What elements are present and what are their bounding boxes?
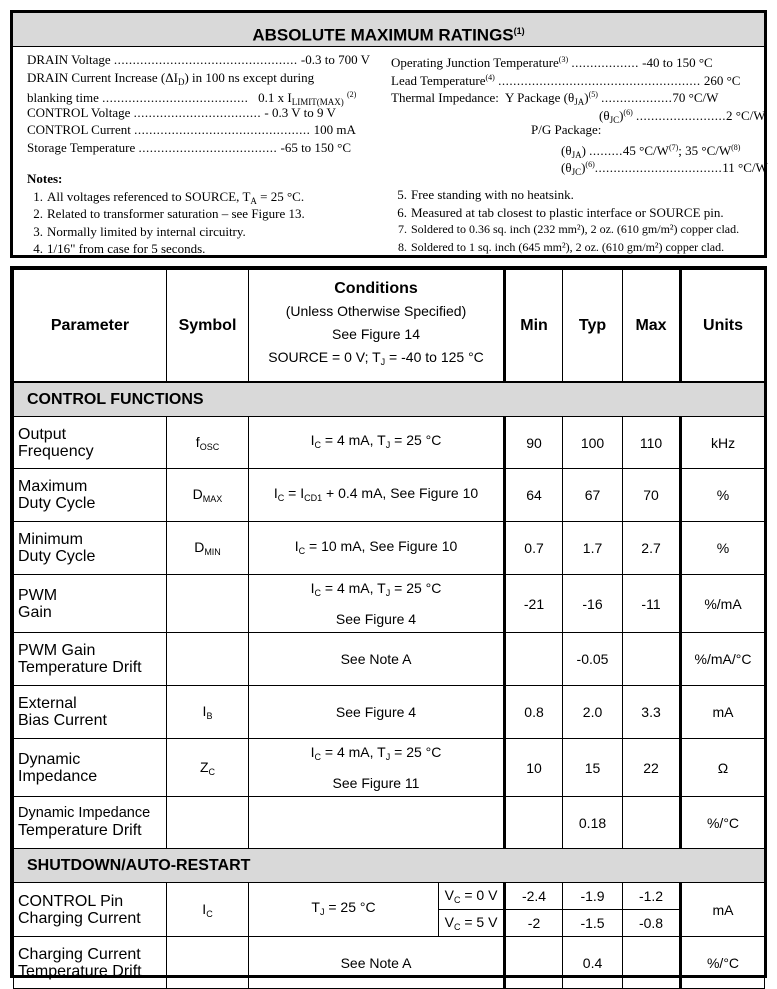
- amr-lead-temp: Lead Temperature$^{(4)}$ ...................................................... 260 °C: [391, 72, 741, 88]
- amr-title: ABSOLUTE MAXIMUM RATINGS$^{(1)}$: [13, 13, 764, 47]
- note-5: 5. Free standing with no heatsink.: [397, 187, 574, 202]
- table-row: Maximum Duty Cycle $D_{MAX}$ $I_C = I_{CD1} + 0.4$ mA, See Figure 10 64 67 70 %: [14, 469, 765, 522]
- table-row: Output Frequency $f_{OSC}$ $I_C = 4$ mA, $T_J = 25$ °C 90 100 110 kHz: [14, 417, 765, 469]
- amr-operating-junction-temp: Operating Junction Temperature$^{(3)}$ .................. -40 to 150 °C: [391, 55, 713, 70]
- amr-blanking-time: blanking time ....................................... 0.1 x $I_{LIMIT(MAX)}$ $^{(2)}$: [27, 90, 357, 107]
- amr-control-voltage: CONTROL Voltage .................................. - 0.3 V to 9 V: [27, 104, 336, 120]
- table-row: PWM Gain Temperature Drift See Note A -0.05 %/mA/°C: [14, 633, 765, 686]
- header-max: Max: [623, 270, 681, 383]
- amr-thermal-impedance-y-jc: $(\theta_{JC})^{(6)}$ ........................2 °C/W: [599, 107, 766, 125]
- electrical-characteristics-table: [10, 266, 767, 978]
- amr-notes-left: [27, 170, 387, 258]
- note-2: 2. Related to transformer saturation – see Figure 13.: [33, 206, 305, 221]
- section-control-functions: CONTROL FUNCTIONS: [14, 382, 765, 417]
- header-parameter: Parameter: [14, 270, 167, 383]
- amr-drain-voltage: DRAIN Voltage ................................................. -0.3 to 700 V: [27, 52, 371, 67]
- amr-pg-package: P/G Package:: [531, 122, 602, 137]
- amr-drain-current: DRAIN Current Increase $(\Delta I_D)$ in 100 ns except during: [27, 69, 315, 87]
- table-row: PWM Gain $I_C = 4$ mA, $T_J = 25$ °C See Figure 4 -21 -16 -11 %/mA: [14, 575, 765, 633]
- absolute-maximum-ratings-box: [10, 10, 767, 258]
- note-1: 1. All voltages referenced to SOURCE, $T_A = 25$ °C.: [33, 188, 305, 206]
- table-header-row: [14, 270, 765, 383]
- note-8: 8. Soldered to 1 sq. inch (645 mm²), 2 oz. (610 gm/m²) copper clad.: [398, 239, 725, 254]
- notes-title: Notes:: [27, 171, 63, 186]
- header-conditions: Conditions (Unless Otherwise Specified) See Figure 14 SOURCE = 0 V; $T_J = -40$ to 125 °C: [249, 270, 505, 383]
- note-4: 4. 1/16" from case for 5 seconds.: [33, 241, 206, 256]
- amr-thermal-impedance-y-ja: Thermal Impedance: Y Package $(\theta_{JA})^{(5)}$ ...................70 °C/W: [391, 90, 719, 107]
- amr-control-current: CONTROL Current ............................................... 100 mA: [27, 122, 356, 137]
- amr-thermal-impedance-pg-jc: $(\theta_{JC})^{(6)}..................................11$ °C/W: [561, 160, 768, 177]
- header-units: Units: [681, 270, 765, 383]
- note-6: 6. Measured at tab closest to plastic interface or SOURCE pin.: [397, 204, 724, 220]
- amr-right-column: [391, 51, 768, 177]
- section-shutdown-auto-restart: SHUTDOWN/AUTO-RESTART: [14, 849, 765, 883]
- table-row: Minimum Duty Cycle $D_{MIN}$ $I_C = 10$ mA, See Figure 10 0.7 1.7 2.7 %: [14, 522, 765, 575]
- amr-notes-right: [391, 186, 766, 256]
- header-symbol: Symbol: [167, 270, 249, 383]
- table-row: Dynamic Impedance $Z_C$ $I_C = 4$ mA, $T_J = 25$ °C See Figure 11 10 15 22 Ω: [14, 739, 765, 797]
- header-min: Min: [505, 270, 563, 383]
- table-row: Charging Current Temperature Drift See Note A 0.4 %/°C: [14, 937, 765, 989]
- header-typ: Typ: [563, 270, 623, 383]
- amr-storage-temp: Storage Temperature ..................................... -65 to 150 °C: [27, 139, 352, 155]
- table-row: $V_C = 5$ V -2 -1.5 -0.8: [14, 910, 765, 937]
- amr-thermal-impedance-pg-ja: $(\theta_{JA})$ .........45 $^\circ C/W^{(7)}$; 35 $^\circ C/W^{(8)}$: [561, 142, 741, 160]
- amr-left-column: [27, 51, 372, 156]
- table-row: External Bias Current $I_B$ See Figure 4 0.8 2.0 3.3 mA: [14, 686, 765, 739]
- note-3: 3. Normally limited by internal circuitry.: [33, 223, 246, 239]
- note-7: 7. Soldered to 0.36 sq. inch (232 mm²), 2 oz. (610 gm/m²) copper clad.: [398, 222, 740, 236]
- table-row: Dynamic Impedance Temperature Drift 0.18 %/°C: [14, 797, 765, 849]
- table-row: CONTROL Pin Charging Current $I_C$ $T_J = 25$ °C $V_C = 0$ V -2.4 -1.9 -1.2 mA: [14, 883, 765, 910]
